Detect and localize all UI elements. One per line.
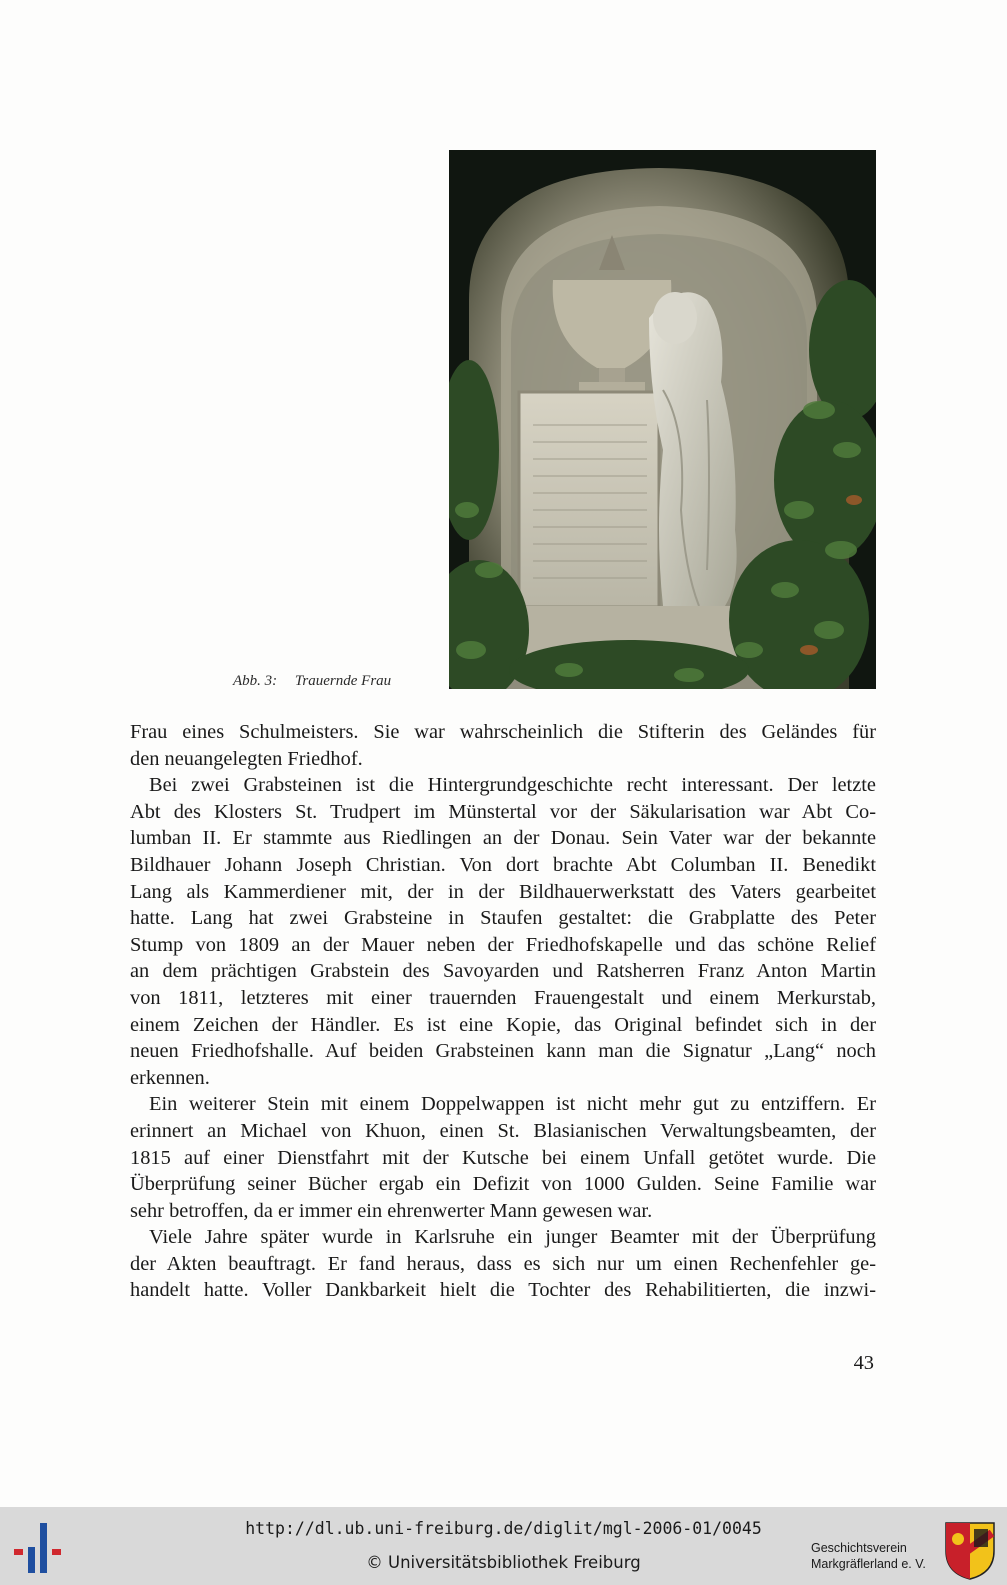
figure-title: Trauernde Frau xyxy=(294,673,392,689)
text-line: Frau eines Schulmeisters. Sie war wahrscheinlich die Stifterin des Geländes für xyxy=(130,721,876,743)
text-line: den neuangelegten Friedhof. xyxy=(130,747,363,770)
footer-url[interactable]: http://dl.ub.uni-freiburg.de/diglit/mgl-2006-01/0045 xyxy=(245,1519,762,1538)
body-text xyxy=(130,719,876,1304)
footer-bar xyxy=(0,1507,1007,1585)
text-line: der Akten beauftragt. Er fand heraus, dass es sich nur um einen Rechenfehler ge- xyxy=(130,1252,876,1275)
figure-number: Abb. 3: xyxy=(233,673,278,689)
text-line: sehr betroffen, da er immer ein ehrenwerter Mann gewesen war. xyxy=(130,1199,653,1222)
text-line: lumban II. Er stammte aus Riedlingen an der Donau. Sein Vater war der bekannte xyxy=(130,827,876,850)
text-line: einem Zeichen der Händler. Es ist eine Kopie, das Original befindet sich in der xyxy=(130,1013,876,1036)
footer-copyright: © Universitätsbibliothek Freiburg xyxy=(366,1553,641,1572)
page-number: 43 xyxy=(853,1352,874,1374)
society-name-line1: Geschichtsverein xyxy=(811,1541,907,1555)
text-line: Abt des Klosters St. Trudpert im Münstertal vor der Säkularisation war Abt Co- xyxy=(130,800,876,823)
society-name xyxy=(811,1540,926,1572)
coat-of-arms-icon xyxy=(944,1521,996,1581)
text-line: von 1811, letzteres mit einer trauernden Frauengestalt und einem Merkurstab, xyxy=(130,986,876,1009)
text-line: erinnert an Michael von Khuon, einen St. Blasianischen Verwaltungsbeamten, der xyxy=(130,1119,876,1142)
text-line: neuen Friedhofshalle. Auf beiden Grabsteinen kann man die Signatur „Lang“ noch xyxy=(130,1040,876,1063)
grave-relief-photo xyxy=(449,150,876,689)
text-line: an dem prächtigen Grabstein des Savoyarden und Ratsherren Franz Anton Martin xyxy=(130,960,876,983)
society-name-line2: Markgräflerland e. V. xyxy=(811,1557,926,1571)
text-line: hatte. Lang hat zwei Grabsteine in Staufen gestaltet: die Grabplatte des Peter xyxy=(130,907,876,930)
text-line: Überprüfung seiner Bücher ergab ein Defizit von 1000 Gulden. Seine Familie war xyxy=(130,1173,876,1196)
figure-caption xyxy=(233,673,391,690)
text-line: Stump von 1809 an der Mauer neben der Friedhofskapelle und das schöne Relief xyxy=(130,933,876,956)
text-line: Viele Jahre später wurde in Karlsruhe ein junger Beamter mit der Überprüfung xyxy=(149,1226,876,1249)
text-line: Lang als Kammerdiener mit, der in der Bildhauerwerkstatt des Vaters gearbeitet xyxy=(130,880,876,903)
text-line: Bei zwei Grabsteinen ist die Hintergrundgeschichte recht interessant. Der letzte xyxy=(149,774,876,797)
text-line: erkennen. xyxy=(130,1066,210,1089)
text-line: Ein weiterer Stein mit einem Doppelwappen ist nicht mehr gut zu entziffern. Er xyxy=(149,1093,876,1116)
text-line: 1815 auf einer Dienstfahrt mit der Kutsche bei einem Unfall getötet wurde. Die xyxy=(130,1146,876,1169)
text-line: handelt hatte. Voller Dankbarkeit hielt die Tochter des Rehabilitierten, die inzwi- xyxy=(130,1279,876,1302)
mourning-woman-image xyxy=(449,150,876,689)
text-line: Bildhauer Johann Joseph Christian. Von dort brachte Abt Columban II. Benedikt xyxy=(130,853,876,876)
